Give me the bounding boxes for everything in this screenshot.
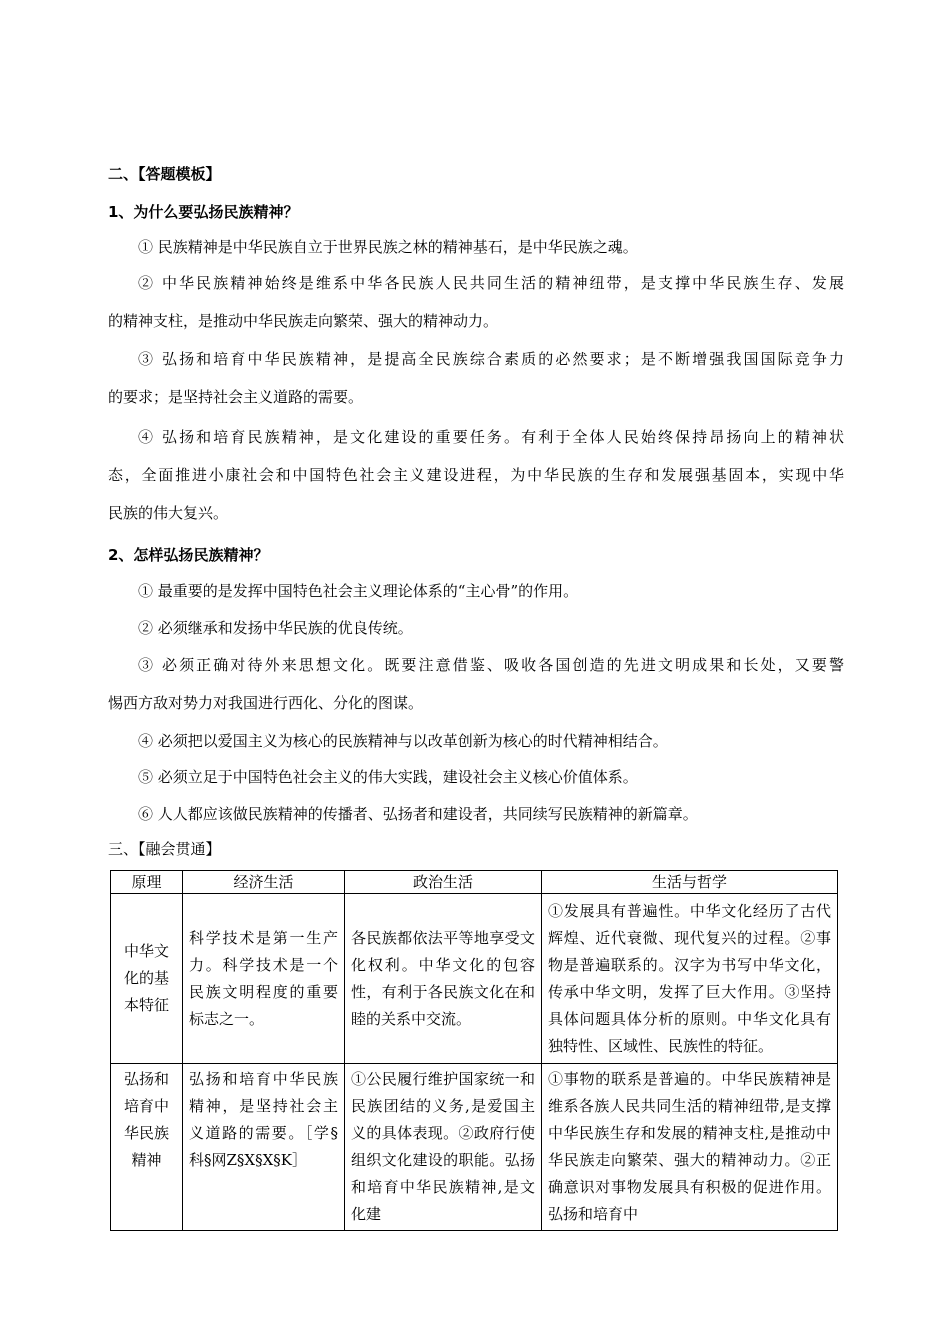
row2-politics: ①公民履行维护国家统一和民族团结的义务,是爱国主义的具体表现。②政府行使组织文化建设的职能。弘扬和培育中华民族精神,是文化建	[345, 1064, 542, 1231]
question-1-title: 1、为什么要弘扬民族精神？	[108, 203, 299, 221]
header-politics: 政治生活	[345, 871, 542, 894]
q2-point-5: ⑤ 必须立足于中国特色社会主义的伟大实践，建设社会主义核心价值体系。	[138, 768, 638, 786]
header-philosophy: 生活与哲学	[542, 871, 838, 894]
q2-point-1: ① 最重要的是发挥中国特色社会主义理论体系的“主心骨”的作用。	[138, 582, 579, 600]
row1-politics: 各民族都依法平等地享受文化权利。中华文化的包容性，有利于各民族文化在和睦的关系中交流。	[345, 894, 542, 1064]
section-3-title: 三、【融会贯通】	[108, 840, 221, 858]
q2-point-3: ③ 必须正确对待外来思想文化。既要注意借鉴、吸收各国创造的先进文明成果和长处，又要警 惕西方敌对势力对我国进行西化、分化的图谋。	[108, 656, 844, 712]
header-economy: 经济生活	[183, 871, 345, 894]
row1-economy: 科学技术是第一生产力。科学技术是一个民族文明程度的重要标志之一。	[183, 894, 345, 1064]
q2-point-2: ② 必须继承和发扬中华民族的优良传统。	[138, 619, 413, 637]
q2-point-6: ⑥ 人人都应该做民族精神的传播者、弘扬者和建设者，共同续写民族精神的新篇章。	[138, 805, 698, 823]
header-principle: 原理	[111, 871, 183, 894]
question-2-title: 2、怎样弘扬民族精神？	[108, 546, 269, 564]
section-2-title: 二、【答题模板】	[108, 165, 221, 183]
row2-philosophy: ①事物的联系是普遍的。中华民族精神是维系各族人民共同生活的精神纽带,是支撑中华民族生存和发展的精神支柱,是推动中华民族走向繁荣、强大的精神动力。②正确意识对事物发展具有积极的促进作用。弘扬和培育中	[542, 1064, 838, 1231]
row1-philosophy: ①发展具有普遍性。中华文化经历了古代辉煌、近代衰微、现代复兴的过程。②事物是普遍联系的。汉字为书写中华文化，传承中华文明，发挥了巨大作用。③坚持具体问题具体分析的原则。中华文化具有独特性、区域性、民族性的特征。	[542, 894, 838, 1064]
row1-principle: 中华文化的基本特征	[111, 894, 183, 1064]
q2-point-4: ④ 必须把以爱国主义为核心的民族精神与以改革创新为核心的时代精神相结合。	[138, 732, 668, 750]
q1-point-4: ④ 弘扬和培育民族精神，是文化建设的重要任务。有利于全体人民始终保持昂扬向上的精神状 态，全面推进小康社会和中国特色社会主义建设进程，为中华民族的生存和发展强基固本，实现中华 民族的伟大复兴。	[108, 428, 844, 522]
comparison-table	[110, 870, 838, 1231]
table-header-row	[111, 871, 838, 894]
row2-economy: 弘扬和培育中华民族精神，是坚持社会主义道路的需要。［学§科§网Z§X§X§K］	[183, 1064, 345, 1231]
q1-point-3: ③ 弘扬和培育中华民族精神，是提高全民族综合素质的必然要求；是不断增强我国国际竞争力 的要求；是坚持社会主义道路的需要。	[108, 350, 844, 406]
q1-point-2: ② 中华民族精神始终是维系中华各民族人民共同生活的精神纽带，是支撑中华民族生存、发展 的精神支柱，是推动中华民族走向繁荣、强大的精神动力。	[108, 274, 844, 330]
table-row	[111, 894, 838, 1064]
q1-point-1: ① 民族精神是中华民族自立于世界民族之林的精神基石，是中华民族之魂。	[138, 238, 638, 256]
table-row	[111, 1064, 838, 1231]
row2-principle: 弘扬和培育中华民族精神	[111, 1064, 183, 1231]
